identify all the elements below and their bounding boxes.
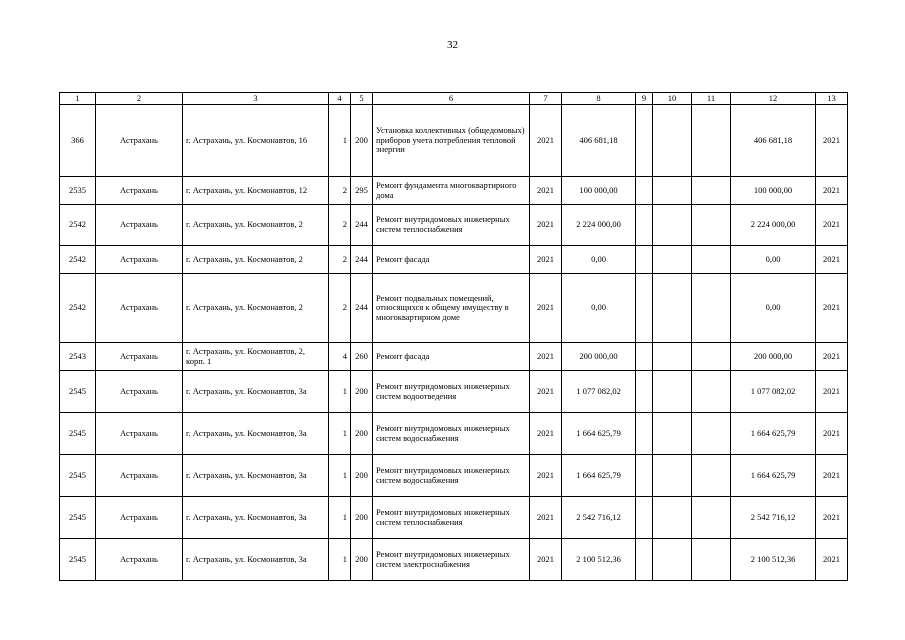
code2-cell: 200 bbox=[351, 371, 373, 413]
code2-cell: 260 bbox=[351, 343, 373, 371]
end-year-cell: 2021 bbox=[816, 497, 848, 539]
total-cost-cell: 0,00 bbox=[731, 274, 816, 343]
work-type-cell: Ремонт внутридомовых инженерных систем водоотведения bbox=[373, 371, 530, 413]
work-type-cell: Ремонт внутридомовых инженерных систем теплоснабжения bbox=[373, 205, 530, 246]
empty-cell bbox=[653, 105, 692, 177]
work-type-cell: Ремонт фасада bbox=[373, 343, 530, 371]
code2-cell: 200 bbox=[351, 497, 373, 539]
total-cost-cell: 2 542 716,12 bbox=[731, 497, 816, 539]
end-year-cell: 2021 bbox=[816, 539, 848, 581]
work-type-cell: Ремонт внутридомовых инженерных систем водоснабжения bbox=[373, 413, 530, 455]
empty-cell bbox=[636, 413, 653, 455]
cost-cell: 200 000,00 bbox=[562, 343, 636, 371]
municipality-cell: Астрахань bbox=[96, 371, 183, 413]
empty-cell bbox=[692, 455, 731, 497]
row-id-cell: 2543 bbox=[60, 343, 96, 371]
header-cell: 11 bbox=[692, 93, 731, 105]
header-cell: 4 bbox=[329, 93, 351, 105]
year-cell: 2021 bbox=[530, 246, 562, 274]
empty-cell bbox=[636, 105, 653, 177]
year-cell: 2021 bbox=[530, 371, 562, 413]
empty-cell bbox=[692, 246, 731, 274]
address-cell: г. Астрахань, ул. Космонавтов, 3а bbox=[183, 539, 329, 581]
empty-cell bbox=[692, 497, 731, 539]
code-cell: 1 bbox=[329, 455, 351, 497]
year-cell: 2021 bbox=[530, 205, 562, 246]
page-number: 32 bbox=[447, 39, 458, 51]
row-id-cell: 2545 bbox=[60, 497, 96, 539]
work-type-cell: Ремонт подвальных помещений, относящихся к общему имуществу в многоквартирном доме bbox=[373, 274, 530, 343]
address-cell: г. Астрахань, ул. Космонавтов, 3а bbox=[183, 455, 329, 497]
empty-cell bbox=[653, 343, 692, 371]
cost-cell: 1 664 625,79 bbox=[562, 455, 636, 497]
address-cell: г. Астрахань, ул. Космонавтов, 12 bbox=[183, 177, 329, 205]
empty-cell bbox=[653, 413, 692, 455]
empty-cell bbox=[692, 413, 731, 455]
code2-cell: 200 bbox=[351, 539, 373, 581]
work-type-cell: Ремонт внутридомовых инженерных систем электроснабжения bbox=[373, 539, 530, 581]
header-cell: 3 bbox=[183, 93, 329, 105]
table-row bbox=[60, 205, 848, 246]
year-cell: 2021 bbox=[530, 497, 562, 539]
address-cell: г. Астрахань, ул. Космонавтов, 3а bbox=[183, 371, 329, 413]
row-id-cell: 2542 bbox=[60, 274, 96, 343]
work-type-cell: Ремонт внутридомовых инженерных систем водоснабжения bbox=[373, 455, 530, 497]
year-cell: 2021 bbox=[530, 539, 562, 581]
municipality-cell: Астрахань bbox=[96, 105, 183, 177]
cost-cell: 2 542 716,12 bbox=[562, 497, 636, 539]
municipality-cell: Астрахань bbox=[96, 539, 183, 581]
cost-cell: 1 077 082,02 bbox=[562, 371, 636, 413]
end-year-cell: 2021 bbox=[816, 455, 848, 497]
header-cell: 5 bbox=[351, 93, 373, 105]
end-year-cell: 2021 bbox=[816, 105, 848, 177]
address-cell: г. Астрахань, ул. Космонавтов, 2 bbox=[183, 274, 329, 343]
empty-cell bbox=[636, 274, 653, 343]
work-type-cell: Ремонт фундамента многоквартирного дома bbox=[373, 177, 530, 205]
table-row bbox=[60, 274, 848, 343]
total-cost-cell: 406 681,18 bbox=[731, 105, 816, 177]
total-cost-cell: 0,00 bbox=[731, 246, 816, 274]
table-row bbox=[60, 413, 848, 455]
municipality-cell: Астрахань bbox=[96, 274, 183, 343]
row-id-cell: 366 bbox=[60, 105, 96, 177]
cost-cell: 100 000,00 bbox=[562, 177, 636, 205]
code-cell: 1 bbox=[329, 539, 351, 581]
empty-cell bbox=[692, 274, 731, 343]
year-cell: 2021 bbox=[530, 455, 562, 497]
table-row bbox=[60, 371, 848, 413]
year-cell: 2021 bbox=[530, 105, 562, 177]
header-cell: 2 bbox=[96, 93, 183, 105]
empty-cell bbox=[653, 205, 692, 246]
cost-cell: 1 664 625,79 bbox=[562, 413, 636, 455]
code2-cell: 200 bbox=[351, 105, 373, 177]
end-year-cell: 2021 bbox=[816, 371, 848, 413]
year-cell: 2021 bbox=[530, 274, 562, 343]
empty-cell bbox=[653, 455, 692, 497]
table-row bbox=[60, 539, 848, 581]
address-cell: г. Астрахань, ул. Космонавтов, 2 bbox=[183, 205, 329, 246]
table-row bbox=[60, 497, 848, 539]
empty-cell bbox=[692, 343, 731, 371]
header-cell: 1 bbox=[60, 93, 96, 105]
empty-cell bbox=[692, 205, 731, 246]
address-cell: г. Астрахань, ул. Космонавтов, 2, корп. 1 bbox=[183, 343, 329, 371]
row-id-cell: 2535 bbox=[60, 177, 96, 205]
end-year-cell: 2021 bbox=[816, 413, 848, 455]
year-cell: 2021 bbox=[530, 343, 562, 371]
header-cell: 7 bbox=[530, 93, 562, 105]
empty-cell bbox=[692, 371, 731, 413]
header-cell: 12 bbox=[731, 93, 816, 105]
cost-cell: 0,00 bbox=[562, 246, 636, 274]
municipality-cell: Астрахань bbox=[96, 177, 183, 205]
row-id-cell: 2545 bbox=[60, 371, 96, 413]
row-id-cell: 2545 bbox=[60, 539, 96, 581]
table-row bbox=[60, 246, 848, 274]
municipality-cell: Астрахань bbox=[96, 497, 183, 539]
table-row bbox=[60, 177, 848, 205]
total-cost-cell: 2 224 000,00 bbox=[731, 205, 816, 246]
total-cost-cell: 100 000,00 bbox=[731, 177, 816, 205]
year-cell: 2021 bbox=[530, 413, 562, 455]
code-cell: 2 bbox=[329, 205, 351, 246]
address-cell: г. Астрахань, ул. Космонавтов, 16 bbox=[183, 105, 329, 177]
code-cell: 1 bbox=[329, 105, 351, 177]
header-cell: 13 bbox=[816, 93, 848, 105]
code2-cell: 200 bbox=[351, 413, 373, 455]
cost-cell: 2 224 000,00 bbox=[562, 205, 636, 246]
empty-cell bbox=[653, 177, 692, 205]
code-cell: 2 bbox=[329, 246, 351, 274]
address-cell: г. Астрахань, ул. Космонавтов, 2 bbox=[183, 246, 329, 274]
header-cell: 9 bbox=[636, 93, 653, 105]
empty-cell bbox=[636, 455, 653, 497]
municipality-cell: Астрахань bbox=[96, 455, 183, 497]
code2-cell: 244 bbox=[351, 246, 373, 274]
end-year-cell: 2021 bbox=[816, 343, 848, 371]
code-cell: 2 bbox=[329, 177, 351, 205]
table-row bbox=[60, 343, 848, 371]
empty-cell bbox=[653, 371, 692, 413]
municipality-cell: Астрахань bbox=[96, 343, 183, 371]
code-cell: 1 bbox=[329, 371, 351, 413]
cost-cell: 2 100 512,36 bbox=[562, 539, 636, 581]
code2-cell: 295 bbox=[351, 177, 373, 205]
code2-cell: 200 bbox=[351, 455, 373, 497]
empty-cell bbox=[636, 246, 653, 274]
empty-cell bbox=[636, 539, 653, 581]
year-cell: 2021 bbox=[530, 177, 562, 205]
code2-cell: 244 bbox=[351, 274, 373, 343]
municipality-cell: Астрахань bbox=[96, 246, 183, 274]
code-cell: 2 bbox=[329, 274, 351, 343]
end-year-cell: 2021 bbox=[816, 246, 848, 274]
row-id-cell: 2545 bbox=[60, 455, 96, 497]
cost-cell: 406 681,18 bbox=[562, 105, 636, 177]
row-id-cell: 2542 bbox=[60, 246, 96, 274]
total-cost-cell: 1 664 625,79 bbox=[731, 455, 816, 497]
end-year-cell: 2021 bbox=[816, 205, 848, 246]
empty-cell bbox=[653, 497, 692, 539]
end-year-cell: 2021 bbox=[816, 274, 848, 343]
work-type-cell: Ремонт внутридомовых инженерных систем теплоснабжения bbox=[373, 497, 530, 539]
municipality-cell: Астрахань bbox=[96, 413, 183, 455]
total-cost-cell: 1 077 082,02 bbox=[731, 371, 816, 413]
empty-cell bbox=[636, 205, 653, 246]
row-id-cell: 2542 bbox=[60, 205, 96, 246]
empty-cell bbox=[692, 177, 731, 205]
empty-cell bbox=[692, 105, 731, 177]
total-cost-cell: 2 100 512,36 bbox=[731, 539, 816, 581]
empty-cell bbox=[692, 539, 731, 581]
empty-cell bbox=[653, 539, 692, 581]
row-id-cell: 2545 bbox=[60, 413, 96, 455]
cost-cell: 0,00 bbox=[562, 274, 636, 343]
municipality-cell: Астрахань bbox=[96, 205, 183, 246]
empty-cell bbox=[653, 246, 692, 274]
empty-cell bbox=[636, 371, 653, 413]
table-header-row bbox=[60, 93, 848, 105]
empty-cell bbox=[653, 274, 692, 343]
table-row bbox=[60, 105, 848, 177]
work-type-cell: Установка коллективных (общедомовых) приборов учета потребления тепловой энергии bbox=[373, 105, 530, 177]
work-type-cell: Ремонт фасада bbox=[373, 246, 530, 274]
registry-table bbox=[59, 92, 848, 581]
table-row bbox=[60, 455, 848, 497]
header-cell: 10 bbox=[653, 93, 692, 105]
end-year-cell: 2021 bbox=[816, 177, 848, 205]
header-cell: 8 bbox=[562, 93, 636, 105]
empty-cell bbox=[636, 343, 653, 371]
code-cell: 1 bbox=[329, 497, 351, 539]
code-cell: 4 bbox=[329, 343, 351, 371]
header-cell: 6 bbox=[373, 93, 530, 105]
total-cost-cell: 1 664 625,79 bbox=[731, 413, 816, 455]
code-cell: 1 bbox=[329, 413, 351, 455]
code2-cell: 244 bbox=[351, 205, 373, 246]
empty-cell bbox=[636, 497, 653, 539]
address-cell: г. Астрахань, ул. Космонавтов, 3а bbox=[183, 497, 329, 539]
table-body bbox=[60, 93, 848, 581]
total-cost-cell: 200 000,00 bbox=[731, 343, 816, 371]
address-cell: г. Астрахань, ул. Космонавтов, 3а bbox=[183, 413, 329, 455]
empty-cell bbox=[636, 177, 653, 205]
